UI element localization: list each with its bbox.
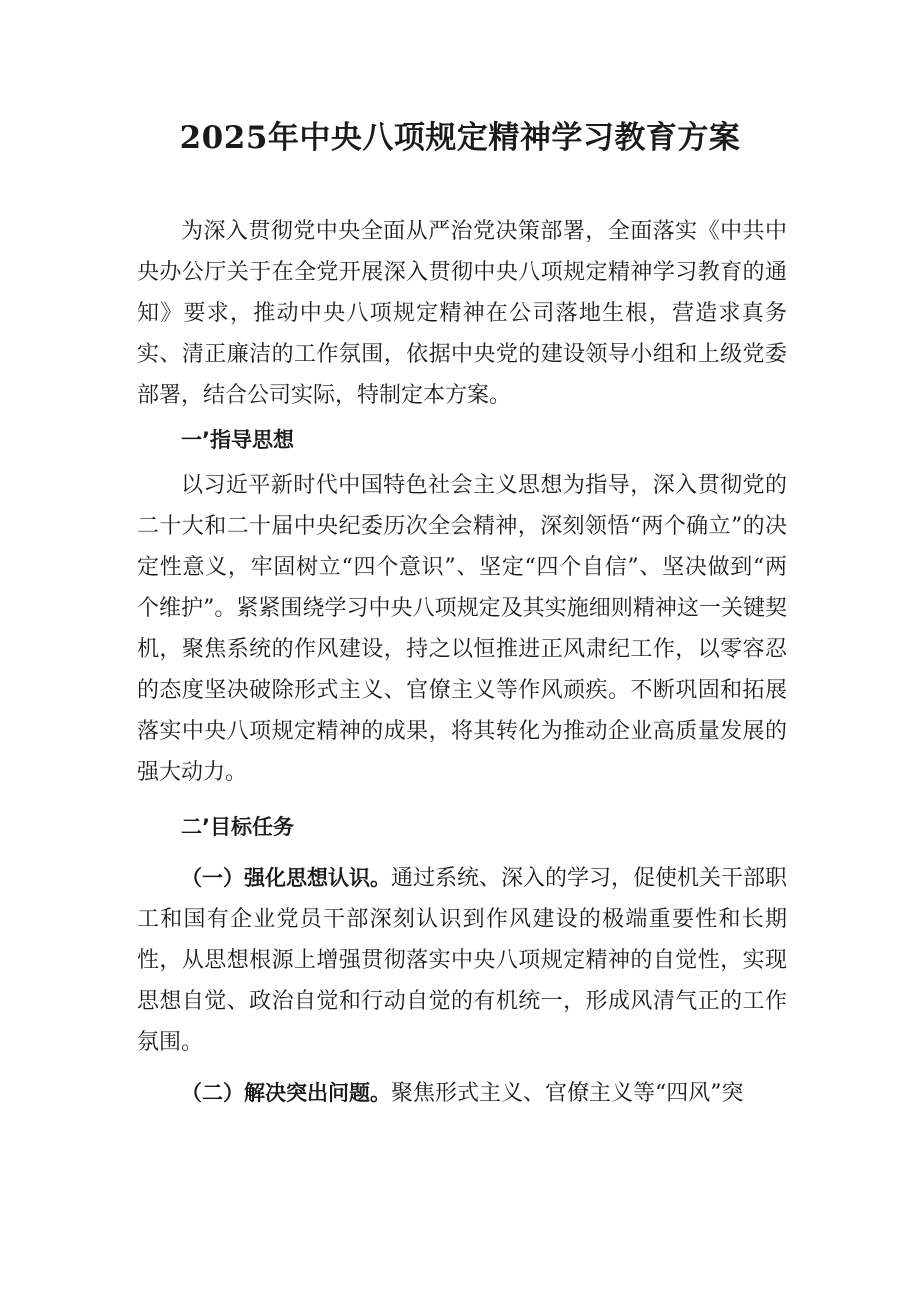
intro-paragraph: 为深入贯彻党中央全面从严治党决策部署，全面落实《中共中央办公厅关于在全党开展深入贯彻中央八项规定精神学习教育的通知》要求，推动中央八项规定精神在公司落地生根，营造求真务实、清正廉洁的工作氛围，依据中央党的建设领导小组和上级党委部署，结合公司实际，特制定本方案。 — [137, 219, 787, 408]
goal-item-lead: （二）解决突出问题。 — [181, 1081, 391, 1105]
document-body — [137, 211, 787, 1114]
goal-item-solve-problems — [137, 1073, 787, 1114]
guiding-thought-paragraph: 以习近平新时代中国特色社会主义思想为指导，深入贯彻党的二十大和二十届中央纪委历次全会精神，深刻领悟“两个确立”的决定性意义，牢固树立“四个意识”、坚定“四个自信”、坚决做到“两个维护”。紧紧围绕学习中央八项规定及其实施细则精神这一关键契机，聚焦系统的作风建设，持之以恒推进正风肃纪工作，以零容忍的态度坚决破除形式主义、官僚主义等作风顽疾。不断巩固和拓展落实中央八项规定精神的成果，将其转化为推动企业高质量发展的强大动力。 — [137, 473, 787, 785]
section-heading-guiding-thought: 一’指导思想 — [181, 428, 294, 452]
goal-item-lead: （一）强化思想认识。 — [181, 866, 391, 890]
section-heading-goals-tasks: 二’目标任务 — [181, 815, 294, 839]
goal-item-text: 聚焦形式主义、官僚主义等“四风”突 — [391, 1081, 744, 1106]
document-title: 2025年中央八项规定精神学习教育方案 — [179, 120, 741, 156]
goal-item-strengthen-awareness — [137, 858, 787, 1063]
goal-item-text: 通过系统、深入的学习，促使机关干部职工和国有企业党员干部深刻认识到作风建设的极端重要性和长期性，从思想根源上增强贯彻落实中央八项规定精神的自觉性，实现思想自觉、政治自觉和行动自觉的有机统一，形成风清气正的工作氛围。 — [137, 866, 788, 1055]
